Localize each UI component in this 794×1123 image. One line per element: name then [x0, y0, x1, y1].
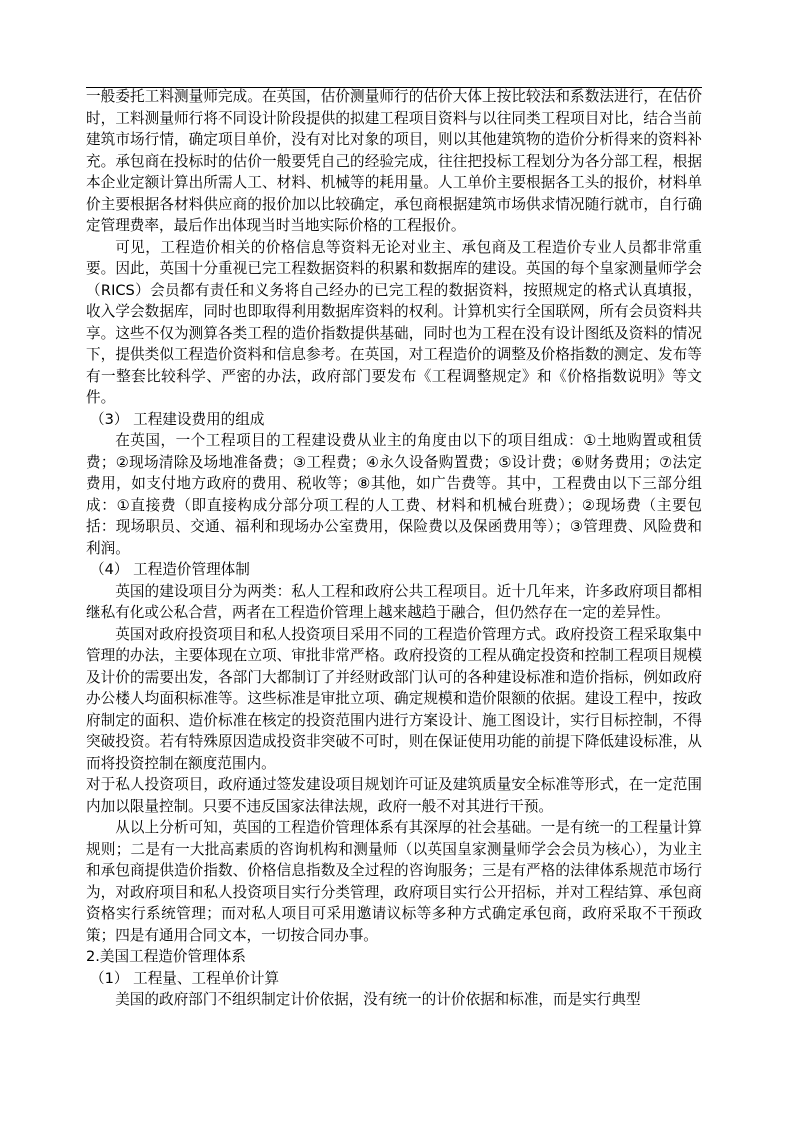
paragraph-project-types: 英国的建设项目分为两类：私人工程和政府公共工程项目。近十几年来，许多政府项目都相继私有化或公私合营，两者在工程造价管理上越来越趋于融合，但仍然存在一定的差异性。 — [86, 582, 702, 621]
section-heading-management-system: （4） 工程造价管理体制 — [90, 561, 250, 578]
paragraph-cost-composition: 在英国，一个工程项目的工程建设费从业主的角度由以下的项目组成：①土地购置或租赁费；②现场清除及场地准备费；③工程费；④永久设备购置费；⑤设计费；⑥财务费用；⑦法定费用，如支付地方政府的费用、税收等；⑧其他，如广告费等。其中，工程费由以下三部分组成：①直接费（即直接构成分部分项工程的人工费、材料和机械台班费）；②现场费（主要包括：现场职员、交通、福利和现场办公室费用，保险费以及保函费用等）；③管理费、风险费和利润。 — [86, 432, 702, 557]
paragraph-government-projects: 英国对政府投资项目和私人投资项目采用不同的工程造价管理方式。政府投资工程采取集中管理的办法，主要体现在立项、审批非常严格。政府投资的工程从确定投资和控制工程项目规模及计价的需要出发，各部门大都制订了并经财政部门认可的各种建设标准和造价指标，例如政府办公楼人均面积标准等。这些标准是审批立项、确定规模和造价限额的依据。建设工程中，按政府制定的面积、造价标准在核定的投资范围内进行方案设计、施工图设计，实行目标控制，不得突破投资。若有特殊原因造成投资非突破不可时，则在保证使用功能的前提下降低建设标准，从而将投资控制在额度范围内。 — [86, 625, 702, 772]
paragraph-uk-estimating: 一般委托工料测量师完成。在英国，估价测量师行的估价大体上按比较法和系数法进行，在估价时，工料测量师行将不同设计阶段提供的拟建工程项目资料与以往同类工程项目对比，结合当前建筑市场行情，确定项目单价，没有对比对象的项目，则以其他建筑物的造价分析得来的资料补充。承包商在投标时的估价一般要凭自己的经验完成，往往把投标工程划分为各分部工程，根据本企业定额计算出所需人工、材料、机械等的耗用量。人工单价主要根据各工头的报价，材料单价主要根据各材料供应商的报价加以比较确定，承包商根据建筑市场供求情况随行就市，自行确定管理费率，最后作出体现当时当地实际价格的工程报价。 — [86, 88, 702, 234]
section-heading-quantity-pricing: （1） 工程量、工程单价计算 — [90, 969, 280, 987]
paragraph-summary: 从以上分析可知，英国的工程造价管理体系有其深厚的社会基础。一是有统一的工程量计算规则；二是有一大批高素质的咨询机构和测量师（以英国皇家测量师学会会员为核心），为业主和承包商提供造价指数、价格信息指数及全过程的咨询服务；三是有严格的法律体系规范市场行为，对政府项目和私人投资项目实行分类管理，政府项目实行公开招标，并对工程结算、承包商资格实行系统管理；而对私人项目可采用邀请议标等多种方式确定承包商，政府采取不干预政策；四是有通用合同文本，一切按合同办事。 — [86, 819, 702, 944]
paragraph-us-pricing: 美国的政府部门不组织制定计价依据，没有统一的计价依据和标准，而是实行典型 — [115, 991, 641, 1008]
chapter-heading-us-system: 2.美国工程造价管理体系 — [86, 948, 246, 965]
section-heading-cost-composition: （3） 工程建设费用的组成 — [90, 410, 265, 428]
paragraph-price-information: 可见，工程造价相关的价格信息等资料无论对业主、承包商及工程造价专业人员都非常重要。因此，英国十分重视已完工程数据资料的积累和数据库的建设。英国的每个皇家测量师学会（RICS）会员都有责任和义务将自己经办的已完工程的数据资料，按照规定的格式认真填报，收入学会数据库，同时也即取得利用数据库资料的权利。计算机实行全国联网，所有会员资料共享。这些不仅为测算各类工程的造价指数提供基础，同时也为工程在没有设计图纸及资料的情况下，提供类似工程造价资料和信息参考。在英国，对工程造价的调整及价格指数的测定、发布等有一整套比较科学、严密的办法，政府部门要发布《工程调整规定》和《价格指数说明》等文件。 — [86, 238, 702, 406]
document-body — [86, 86, 702, 1011]
paragraph-private-projects: 对于私人投资项目，政府通过签发建设项目规划许可证及建筑质量安全标准等形式，在一定范围内加以限量控制。只要不违反国家法律法规，政府一般不对其进行干预。 — [86, 776, 702, 815]
